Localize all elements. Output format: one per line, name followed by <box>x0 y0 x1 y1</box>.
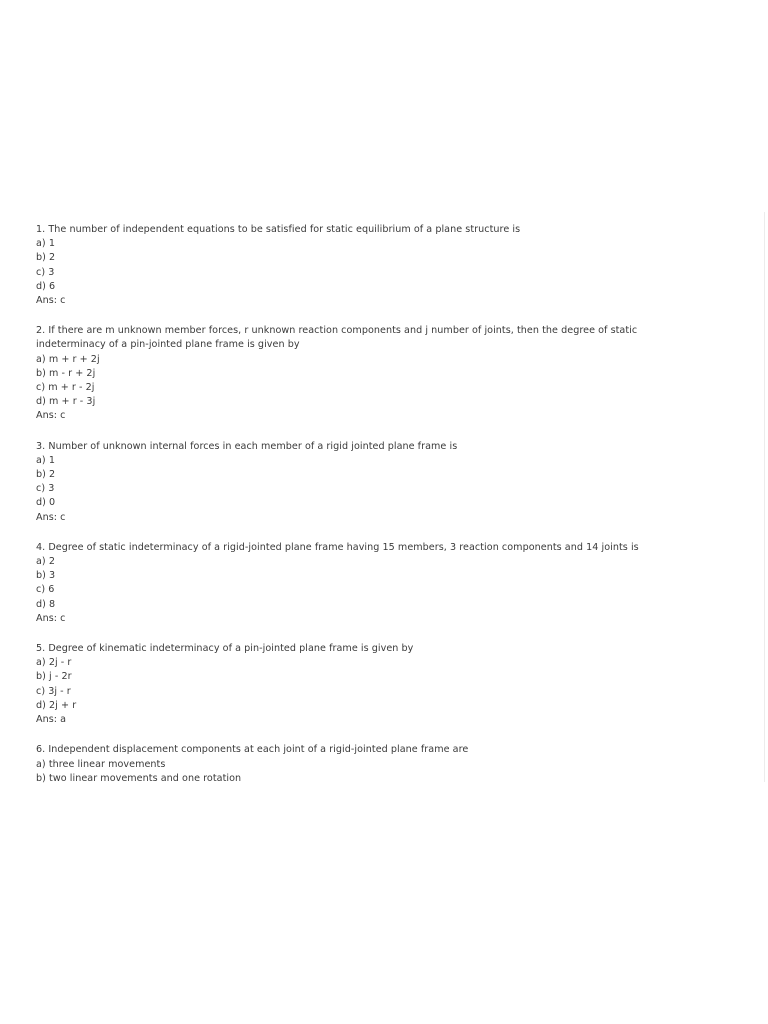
option-a: a) 2j - r <box>36 657 72 669</box>
question-stem: 1. The number of independent equations to be satisfied for static equilibrium of a plane structure is <box>36 224 521 235</box>
answer-line: Ans: c <box>36 295 66 307</box>
question-2 <box>36 324 741 423</box>
option-c: c) 3j - r <box>36 685 71 697</box>
option-d: d) 6 <box>36 280 56 292</box>
option-c: c) m + r - 2j <box>36 382 95 394</box>
option-d: d) 8 <box>36 598 56 610</box>
option-b: b) 3 <box>36 570 56 582</box>
answer-line: Ans: c <box>36 511 66 523</box>
option-b: b) j - 2r <box>36 671 72 683</box>
option-a: a) m + r + 2j <box>36 353 100 365</box>
question-stem: 3. Number of unknown internal forces in each member of a rigid jointed plane frame is <box>36 440 458 452</box>
question-list <box>36 223 741 802</box>
page-edge-divider <box>764 212 765 782</box>
answer-line: Ans: c <box>36 410 66 422</box>
option-a: a) 1 <box>36 454 55 466</box>
option-a: a) 2 <box>36 556 55 568</box>
question-stem: 6. Independent displacement components at each joint of a rigid-jointed plane frame are <box>36 744 469 756</box>
option-c: c) 3 <box>36 483 55 495</box>
option-d: d) 0 <box>36 497 56 509</box>
option-c: c) 6 <box>36 584 55 596</box>
option-a: a) 1 <box>36 238 55 250</box>
question-1 <box>36 223 741 308</box>
option-a: a) three linear movements <box>36 758 166 770</box>
question-stem: 4. Degree of static indeterminacy of a rigid-jointed plane frame having 15 members, 3 reaction components and 14 joints is <box>36 541 639 553</box>
option-d: d) m + r - 3j <box>36 396 96 408</box>
option-c: c) 3 <box>36 266 55 278</box>
option-b: b) 2 <box>36 252 56 264</box>
question-stem: 5. Degree of kinematic indeterminacy of a pin-jointed plane frame is given by <box>36 643 414 655</box>
question-4 <box>36 541 741 626</box>
question-stem: 2. If there are m unknown member forces, r unknown reaction components and j number of joints, then the degree of static <box>36 325 638 337</box>
option-d: d) 2j + r <box>36 699 77 711</box>
question-stem-continued: indeterminacy of a pin-jointed plane frame is given by <box>36 339 300 351</box>
option-b: b) two linear movements and one rotation <box>36 772 242 784</box>
answer-line: Ans: c <box>36 612 66 624</box>
question-6 <box>36 743 741 786</box>
option-b: b) m - r + 2j <box>36 367 96 379</box>
question-5 <box>36 642 741 727</box>
answer-line: Ans: a <box>36 714 67 726</box>
question-3 <box>36 440 741 525</box>
option-b: b) 2 <box>36 469 56 481</box>
